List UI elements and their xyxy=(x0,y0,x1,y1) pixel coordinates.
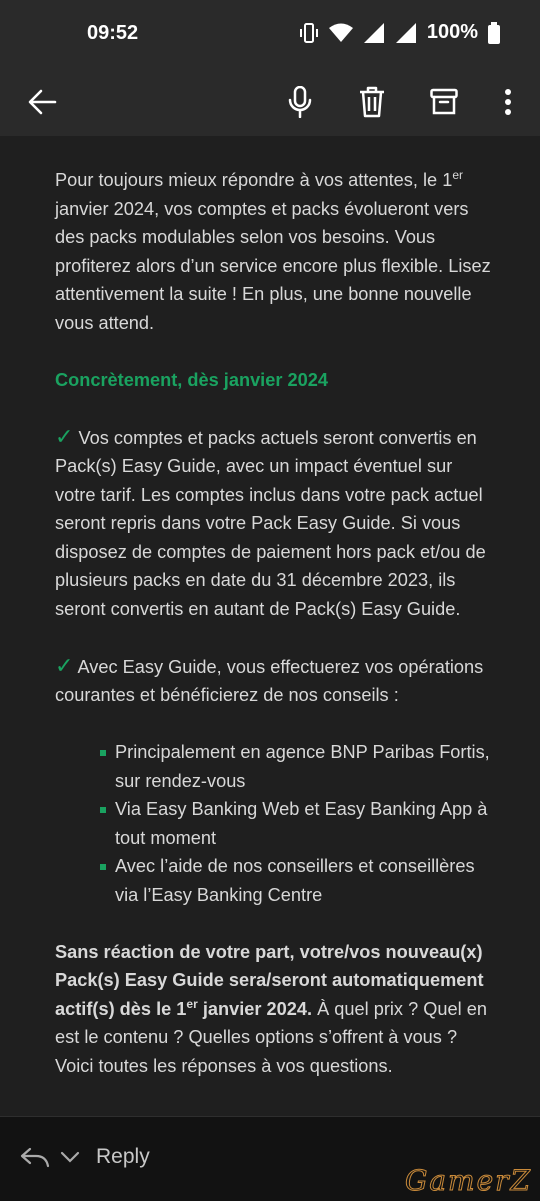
status-bar xyxy=(0,0,540,68)
check-icon: ✓ xyxy=(55,423,74,449)
reply-bar xyxy=(0,1116,540,1201)
delete-button[interactable] xyxy=(348,78,396,126)
signal-icon xyxy=(363,22,385,44)
watermark: GamerZ xyxy=(404,1164,532,1197)
battery-percent: 100% xyxy=(426,21,478,43)
reply-button[interactable] xyxy=(20,1145,150,1169)
channels-list xyxy=(55,738,495,909)
back-arrow-icon xyxy=(27,89,57,115)
chevron-down-icon xyxy=(60,1150,80,1164)
dictate-button[interactable] xyxy=(276,78,324,126)
more-vert-icon xyxy=(504,88,512,116)
list-item: Avec l’aide de nos conseillers et conseillères via l’Easy Banking Centre xyxy=(100,852,495,909)
signal-icon-2 xyxy=(395,22,417,44)
email-body[interactable] xyxy=(0,136,540,1116)
check-icon: ✓ xyxy=(55,652,74,678)
microphone-icon xyxy=(287,86,313,118)
back-button[interactable] xyxy=(18,78,66,126)
reply-icon xyxy=(20,1146,50,1168)
conversion-paragraph: ✓ Vos comptes et packs actuels seront convertis en Pack(s) Easy Guide, avec un impact éventuel sur votre tarif. Les comptes inclus dans votre pack actuel seront repris dans votre Pack Easy Guide. Si vous disposez de comptes de paiement hors pack et/ou de plusieurs packs en date du 31 décembre 2023, ils seront convertis en autant de Pack(s) Easy Guide. xyxy=(55,423,486,619)
status-time: 09:52 xyxy=(87,22,139,44)
battery-icon xyxy=(488,22,500,44)
list-item: Via Easy Banking Web et Easy Banking App à tout moment xyxy=(100,795,495,852)
wifi-icon xyxy=(329,23,353,43)
archive-button[interactable] xyxy=(420,78,468,126)
email-text xyxy=(55,166,495,1109)
app-bar xyxy=(0,68,540,136)
more-options-button[interactable] xyxy=(484,78,532,126)
status-icons xyxy=(299,21,500,44)
trash-icon xyxy=(358,86,386,118)
intro-paragraph: Pour toujours mieux répondre à vos attentes, le 1er janvier 2024, vos comptes et packs évolueront vers des packs modulables selon vos besoins. Vous profiterez alors d’un service encore plus flexible. Lisez attentivement la suite ! En plus, une bonne nouvelle vous attend. xyxy=(55,167,491,333)
reply-label: Reply xyxy=(96,1145,150,1168)
vibrate-icon xyxy=(299,22,319,44)
list-item: Principalement en agence BNP Paribas Fortis, sur rendez-vous xyxy=(100,738,495,795)
archive-icon xyxy=(430,88,458,116)
activation-paragraph: Sans réaction de votre part, votre/vos nouveau(x) Pack(s) Easy Guide sera/seront automatiquement actif(s) dès le 1er janvier 2024. À quel prix ? Quel en est le contenu ? Quelles options s’offrent à vous ? Voici toutes les réponses à vos questions. xyxy=(55,941,487,1076)
easy-guide-paragraph: ✓ Avec Easy Guide, vous effectuerez vos opérations courantes et bénéficierez de nos conseils : xyxy=(55,652,484,705)
section-heading: Concrètement, dès janvier 2024 xyxy=(55,369,328,390)
